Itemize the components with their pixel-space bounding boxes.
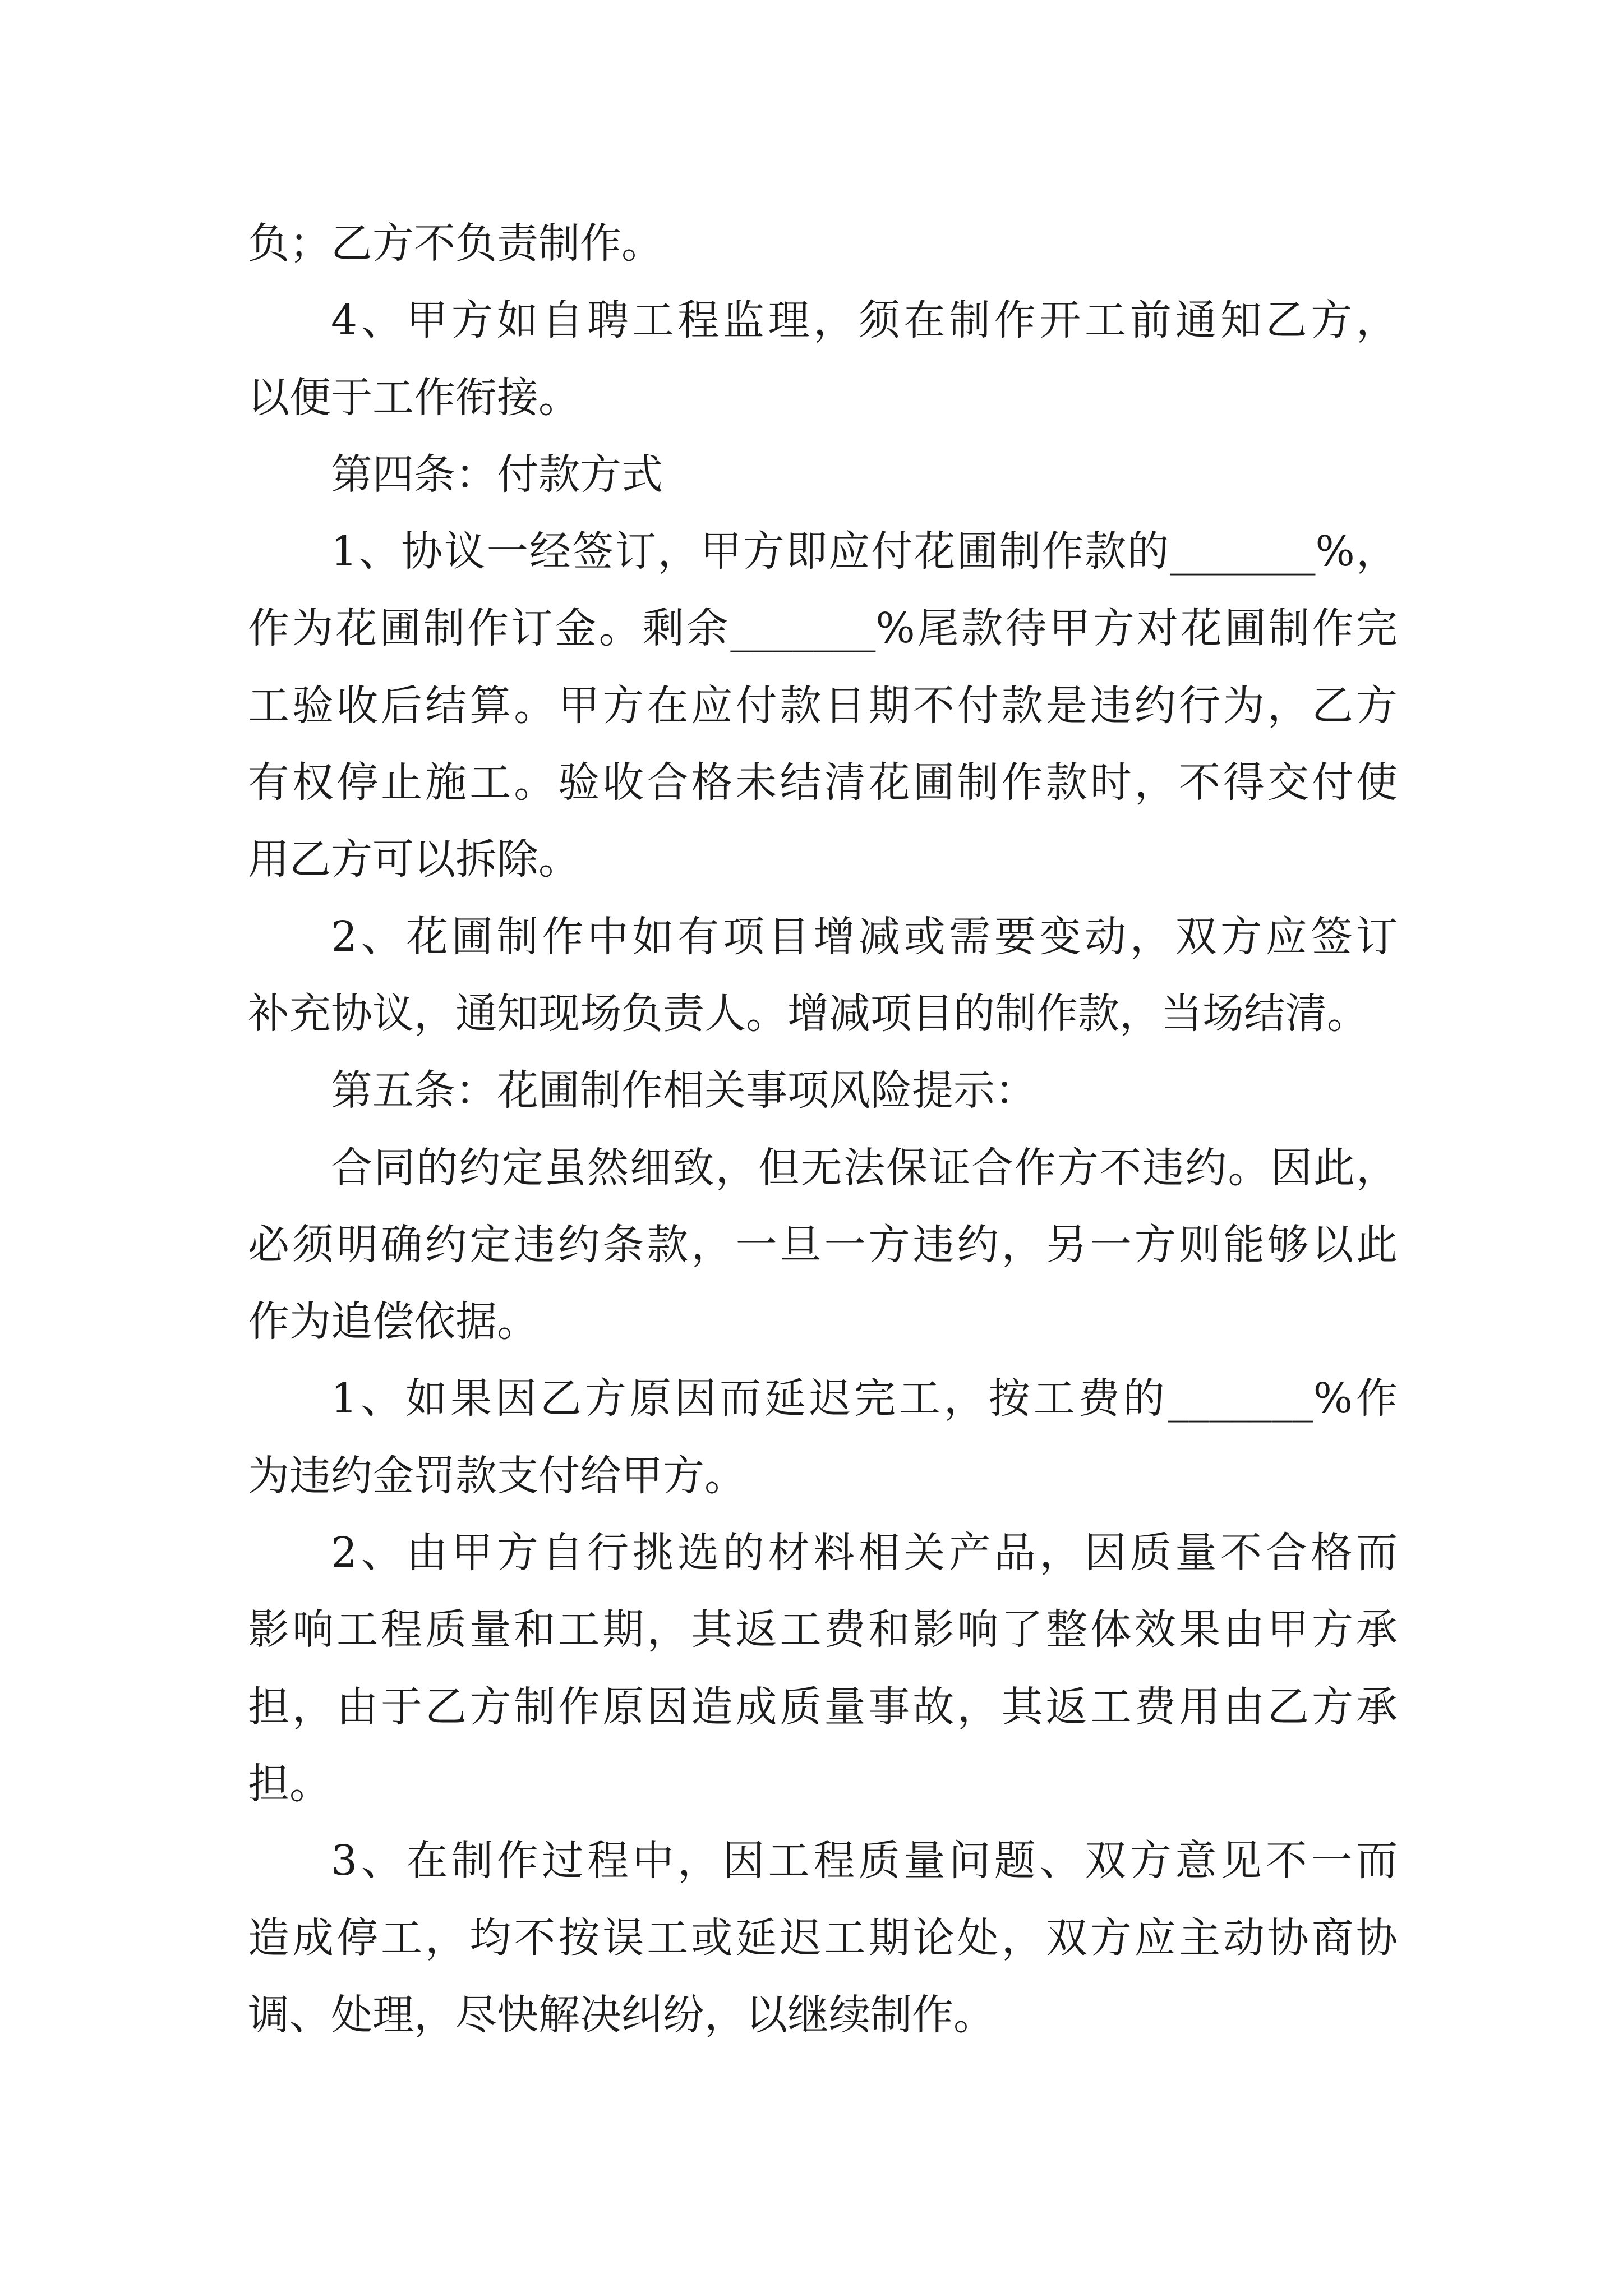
paragraph — [248, 513, 1398, 898]
text-line: 补充协议，通知现场负责人。增减项目的制作款，当场结清。 — [248, 989, 1368, 1038]
text-line: 4、甲方如自聘工程监理，须在制作开工前通知乙方， — [331, 296, 1398, 345]
continued-paragraph — [248, 205, 1398, 282]
paragraph — [248, 436, 1398, 513]
paragraph — [248, 1360, 1398, 1515]
text-line: 1、如果因乙方原因而延迟完工，按工费的_______%作 — [331, 1374, 1398, 1423]
paragraph — [248, 899, 1398, 1053]
text-line: 工验收后结算。甲方在应付款日期不付款是违约行为，乙方 — [248, 681, 1398, 730]
text-line: 担。 — [248, 1759, 331, 1808]
text-line: 作为追偿依据。 — [248, 1297, 538, 1346]
text-line: 3、在制作过程中，因工程质量问题、双方意见不一而 — [331, 1837, 1398, 1885]
text-line: 造成停工，均不按误工或延迟工期论处，双方应主动协商协 — [248, 1913, 1398, 1962]
text-line: 负；乙方不负责制作。 — [248, 219, 663, 268]
text-line: 作为花圃制作订金。剩余_______%尾款待甲方对花圃制作完 — [248, 604, 1398, 653]
text-line: 用乙方可以拆除。 — [248, 835, 580, 884]
text-line: 第五条：花圃制作相关事项风险提示： — [331, 1066, 1036, 1115]
text-line: 合同的约定虽然细致，但无法保证合作方不违约。因此， — [331, 1143, 1398, 1192]
text-line: 有权停止施工。验收合格未结清花圃制作款时，不得交付使 — [248, 758, 1398, 807]
text-line: 以便于工作衔接。 — [248, 373, 580, 422]
text-line: 为违约金罚款支付给甲方。 — [248, 1451, 746, 1500]
document-body — [248, 205, 1398, 2054]
text-line: 影响工程质量和工期，其返工费和影响了整体效果由甲方承 — [248, 1605, 1398, 1654]
text-line: 调、处理，尽快解决纠纷，以继续制作。 — [248, 1990, 995, 2039]
paragraph — [248, 1515, 1398, 1823]
text-line: 担，由于乙方制作原因造成质量事故，其返工费用由乙方承 — [248, 1682, 1398, 1731]
text-line: 1、协议一经签订，甲方即应付花圃制作款的_______%， — [331, 527, 1398, 576]
text-line: 必须明确约定违约条款，一旦一方违约，另一方则能够以此 — [248, 1220, 1398, 1269]
paragraph — [248, 1823, 1398, 2054]
paragraph — [248, 1052, 1398, 1129]
text-line: 2、由甲方自行挑选的材料相关产品，因质量不合格而 — [331, 1529, 1398, 1577]
text-line: 第四条：付款方式 — [331, 450, 663, 499]
paragraph — [248, 282, 1398, 436]
paragraph — [248, 1130, 1398, 1361]
text-line: 2、花圃制作中如有项目增减或需要变动，双方应签订 — [331, 912, 1398, 961]
